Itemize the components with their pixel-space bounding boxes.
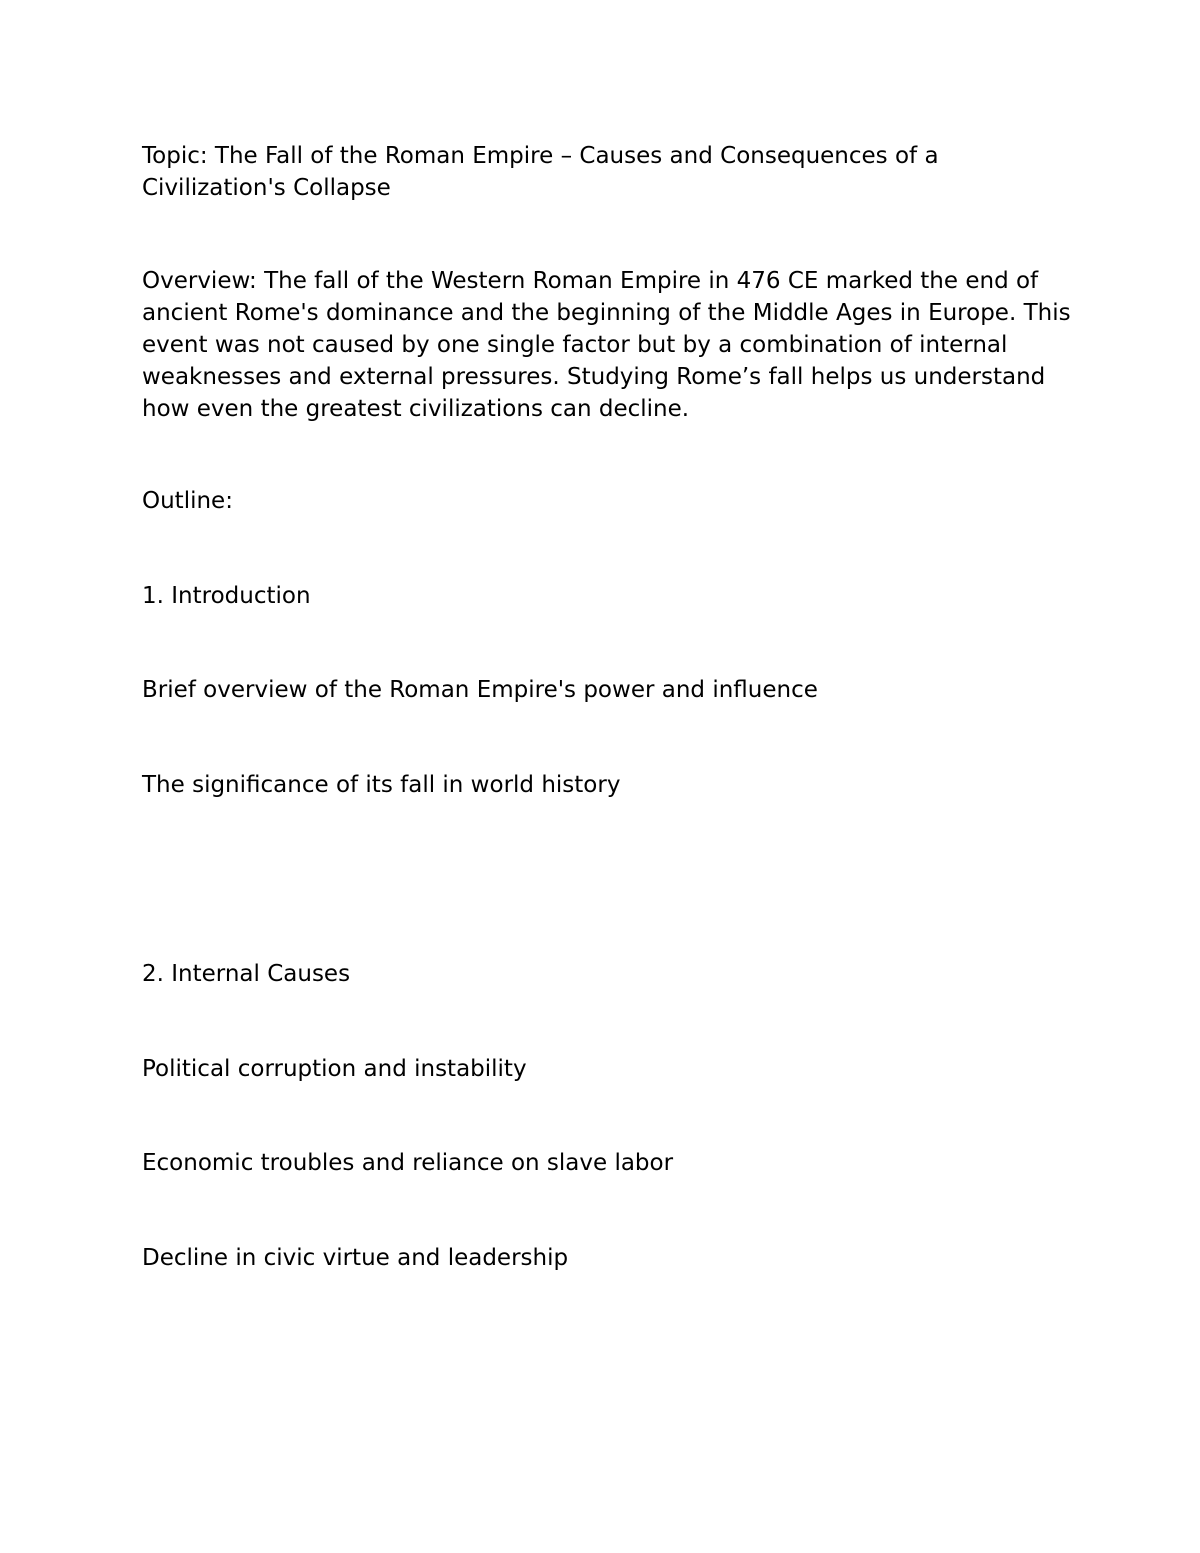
overview-paragraph: Overview: The fall of the Western Roman Empire in 476 CE marked the end of ancient Rome's dominance and the beginning of the Middle Ages in Europe. This event was not caused by one single factor but by a combination of internal weaknesses and external pressures. Studying Rome’s fall helps us understand how even the greatest civilizations can decline. [142,268,1071,422]
outline-item: Brief overview of the Roman Empire's power and influence [142,677,818,703]
outline-item: Decline in civic virtue and leadership [142,1245,569,1271]
topic-paragraph: Topic: The Fall of the Roman Empire – Causes and Consequences of a Civilization's Collapse [142,143,939,201]
section-heading-internal-causes: 2. Internal Causes [142,961,351,987]
outline-label: Outline: [142,488,233,514]
outline-item: Economic troubles and reliance on slave labor [142,1150,674,1176]
outline-item: Political corruption and instability [142,1056,527,1082]
section-heading-introduction: 1. Introduction [142,583,311,609]
outline-item: The significance of its fall in world history [142,772,621,798]
